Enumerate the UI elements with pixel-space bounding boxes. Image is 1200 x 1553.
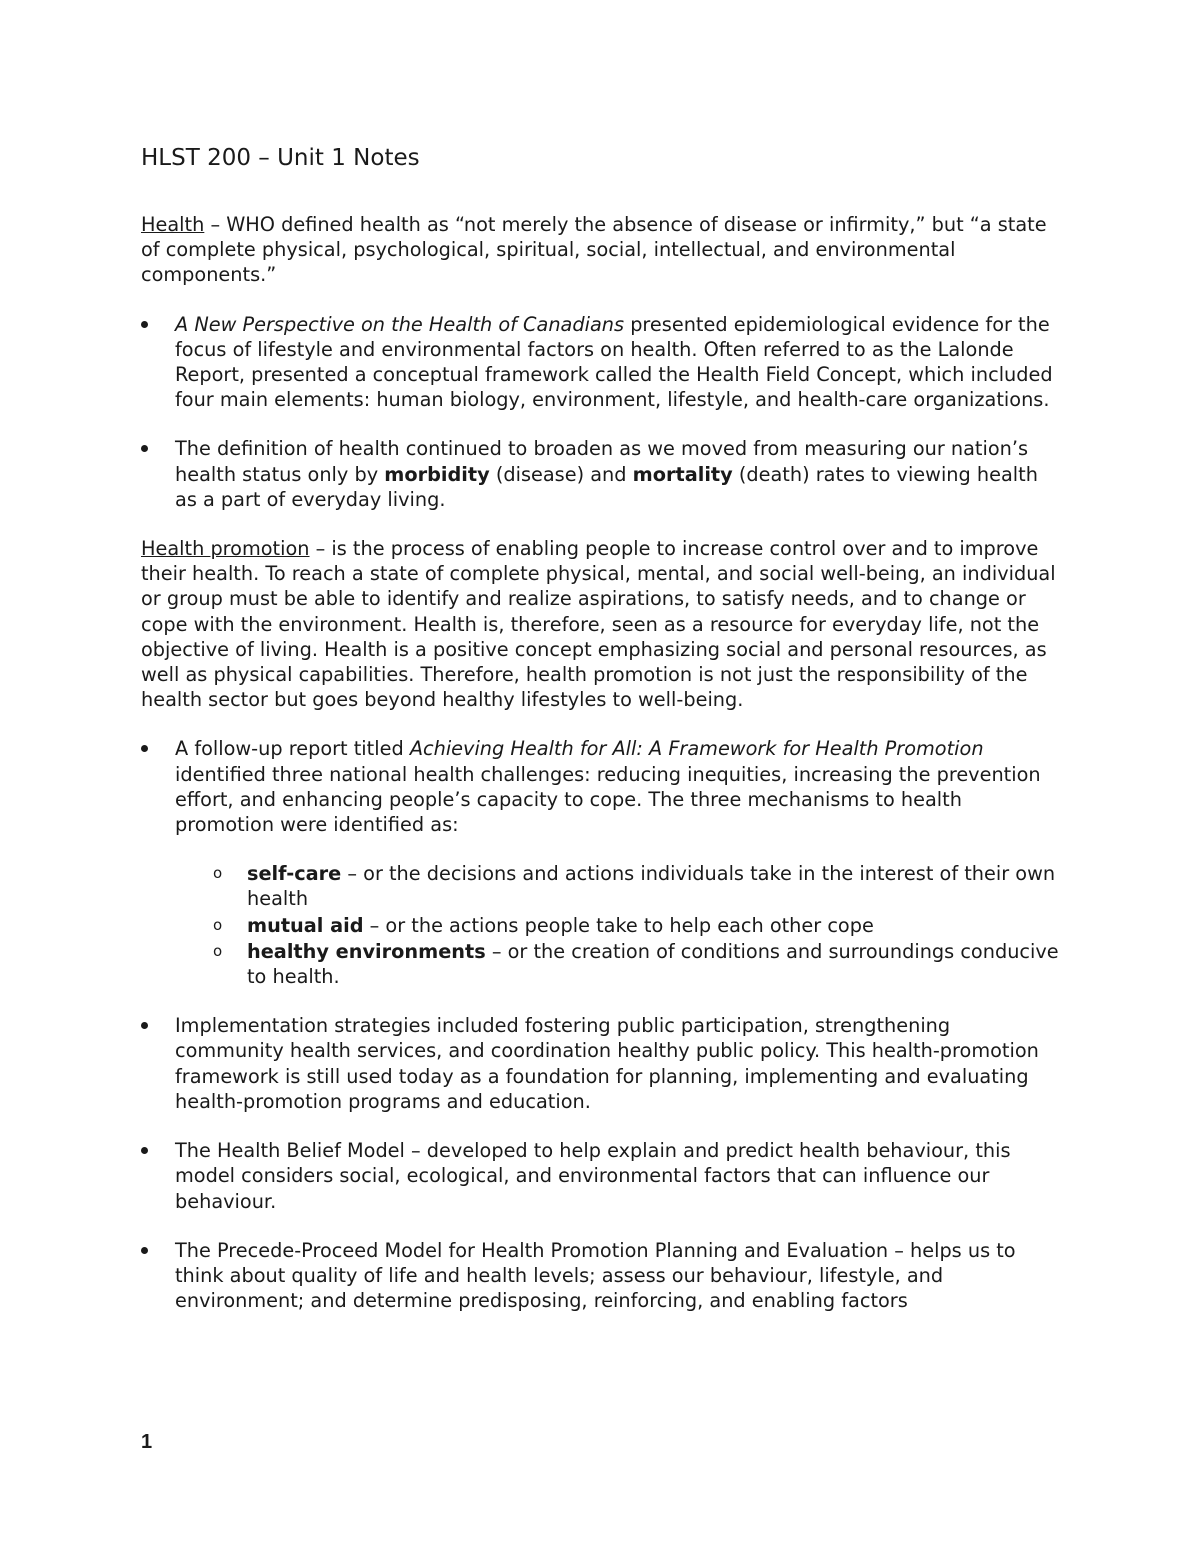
bullet-icon [141, 1147, 148, 1154]
report-title: Achieving Health for All: A Framework for Health Promotion [409, 737, 984, 761]
sub-list-item [175, 939, 1061, 989]
page-title: HLST 200 – Unit 1 Notes [141, 145, 420, 171]
bold-term: morbidity [384, 462, 490, 486]
list-item-text: The definition of health continued to broaden as we moved from measuring our nation’s health status only by [175, 437, 1029, 486]
bullet-icon [141, 445, 148, 452]
list-item-text: Implementation strategies included fostering public participation, strengthening community health services, and coordination healthy public policy. This health-promotion framework is still used today as a foundation for planning, implementing and evaluating health-promotion programs and education. [175, 1014, 1039, 1113]
health-promotion-text: – is the process of enabling people to increase control over and to improve their health. To reach a state of complete physical, mental, and social well-being, an individual or group must be able to identify and realize aspirations, to satisfy needs, and to change or cope with the environment. Health is, therefore, seen as a resource for everyday life, not the objective of living. Health is a positive concept emphasizing social and personal resources, as well as physical capabilities. Therefore, health promotion is not just the responsibility of the health sector but goes beyond healthy lifestyles to well-being. [141, 537, 1056, 712]
list-item-text: identified three national health challenges: reducing inequities, increasing the prevention effort, and enhancing people’s capacity to cope. The three mechanisms to health promotion were identified as: [175, 762, 1041, 837]
sub-item-text: – or the actions people take to help each other cope [363, 913, 874, 937]
sub-bullet-icon: o [213, 941, 223, 960]
bold-term: self-care [247, 862, 342, 886]
document-page [141, 138, 1061, 1337]
report-title: A New Perspective on the Health of Canadians [175, 312, 625, 336]
bullet-icon [141, 1247, 148, 1254]
list-item [141, 1238, 1061, 1314]
list-item-text: (disease) and [489, 462, 633, 486]
list-item [141, 436, 1061, 512]
sub-list-item [175, 913, 1061, 938]
list-item [141, 312, 1061, 413]
bullet-list-promotion [141, 736, 1061, 1313]
bullet-list-health [141, 312, 1061, 512]
list-item-text: A follow-up report titled [175, 737, 410, 761]
sub-item-text: – or the decisions and actions individuals take in the interest of their own health [247, 862, 1056, 911]
list-item-text: presented epidemiological evidence for the focus of lifestyle and environmental factors on health. Often referred to as the Lalonde Report, presented a conceptual framework called the Health Field Concept, which included four main elements: human biology, environment, lifestyle, and health-care organizations. [175, 312, 1053, 412]
sub-bullet-icon: o [213, 915, 223, 934]
bold-term: mutual aid [247, 913, 364, 937]
sub-list-mechanisms [175, 861, 1061, 989]
health-definition-text: – WHO defined health as “not merely the absence of disease or infirmity,” but “a state of complete physical, psychological, spiritual, social, intellectual, and environmental components.” [141, 213, 1047, 287]
bullet-icon [141, 321, 148, 328]
list-item [141, 1138, 1061, 1214]
list-item [141, 736, 1061, 989]
bullet-icon [141, 1022, 148, 1029]
list-item-text: The Health Belief Model – developed to help explain and predict health behaviour, this model considers social, ecological, and environmental factors that can influence our behaviour. [175, 1139, 1011, 1213]
bold-term: mortality [632, 462, 733, 486]
sub-item-text: – or the creation of conditions and surroundings conducive to health. [247, 939, 1059, 989]
health-term: Health [141, 213, 205, 236]
health-definition [141, 212, 1061, 288]
list-item-text: (death) rates to viewing health as a part of everyday living. [175, 462, 1038, 511]
bold-term: healthy environments [247, 939, 486, 963]
list-item-text: The Precede-Proceed Model for Health Promotion Planning and Evaluation – helps us to think about quality of life and health levels; assess our behaviour, lifestyle, and environment; and determine predisposing, reinforcing, and enabling factors [175, 1238, 1016, 1313]
sub-list-item [175, 861, 1061, 911]
sub-bullet-icon: o [213, 864, 223, 883]
list-item [141, 1013, 1061, 1114]
page-number: 1 [141, 1431, 153, 1453]
health-promotion-definition [141, 536, 1061, 712]
health-promotion-term: Health promotion [141, 537, 310, 561]
bullet-icon [141, 745, 148, 752]
